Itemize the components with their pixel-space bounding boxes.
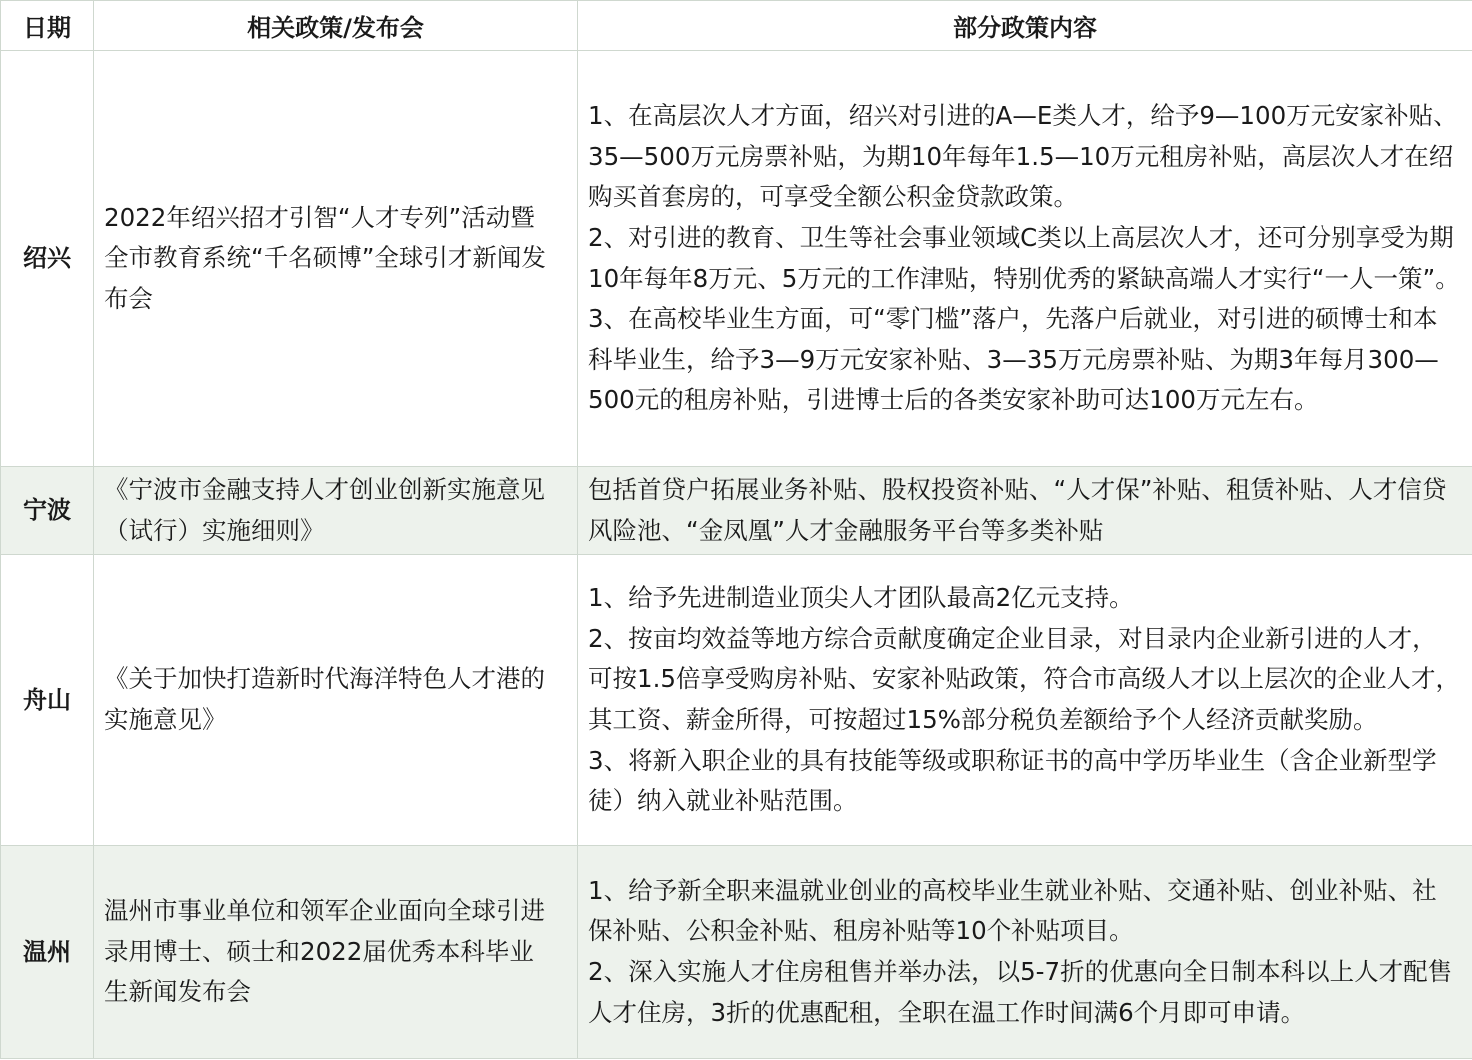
content-cell xyxy=(578,846,1472,1059)
table-row xyxy=(1,51,1472,467)
header-date: 日期 xyxy=(1,1,94,51)
content-cell xyxy=(578,467,1472,555)
city-cell: 温州 xyxy=(1,846,94,1059)
content-item: 1、给予先进制造业顶尖人才团队最高2亿元支持。 xyxy=(588,583,1134,613)
content-item: 2、对引进的教育、卫生等社会事业领域C类以上高层次人才，还可分别享受为期10年每年8万元、5万元的工作津贴，特别优秀的紧缺高端人才实行“一人一策”。 xyxy=(588,222,1460,293)
city-cell: 舟山 xyxy=(1,555,94,846)
content-item: 3、将新入职企业的具有技能等级或职称证书的高中学历毕业生（含企业新型学徒）纳入就业补贴范围。 xyxy=(588,745,1437,816)
city-cell: 绍兴 xyxy=(1,51,94,467)
policy-cell: 2022年绍兴招才引智“人才专列”活动暨全市教育系统“千名硕博”全球引才新闻发布会 xyxy=(94,51,578,467)
content-item: 1、在高层次人才方面，绍兴对引进的A—E类人才，给予9—100万元安家补贴、35—500万元房票补贴，为期10年每年1.5—10万元租房补贴，高层次人才在绍购买首套房的，可享受全额公积金贷款政策。 xyxy=(588,101,1458,212)
policy-cell: 《宁波市金融支持人才创业创新实施意见（试行）实施细则》 xyxy=(94,467,578,555)
content-cell xyxy=(578,555,1472,846)
table-row xyxy=(1,467,1472,555)
city-cell: 宁波 xyxy=(1,467,94,555)
header-policy: 相关政策/发布会 xyxy=(94,1,578,51)
policy-cell: 《关于加快打造新时代海洋特色人才港的实施意见》 xyxy=(94,555,578,846)
table-row xyxy=(1,846,1472,1059)
content-cell xyxy=(578,51,1472,467)
header-row xyxy=(1,1,1472,51)
header-content: 部分政策内容 xyxy=(578,1,1472,51)
content-item: 包括首贷户拓展业务补贴、股权投资补贴、“人才保”补贴、租赁补贴、人才信贷风险池、“金凤凰”人才金融服务平台等多类补贴 xyxy=(588,474,1447,545)
content-item: 2、深入实施人才住房租售并举办法，以5-7折的优惠向全日制本科以上人才配售人才住房，3折的优惠配租，全职在温工作时间满6个月即可申请。 xyxy=(588,957,1453,1027)
policy-cell: 温州市事业单位和领军企业面向全球引进录用博士、硕士和2022届优秀本科毕业生新闻发布会 xyxy=(94,846,578,1059)
table-row xyxy=(1,555,1472,846)
content-item: 3、在高校毕业生方面，可“零门槛”落户，先落户后就业，对引进的硕博士和本科毕业生，给予3—9万元安家补贴、3—35万元房票补贴、为期3年每月300—500元的租房补贴，引进博士后的各类安家补助可达100万元左右。 xyxy=(588,304,1439,415)
content-item: 1、给予新全职来温就业创业的高校毕业生就业补贴、交通补贴、创业补贴、社保补贴、公积金补贴、租房补贴等10个补贴项目。 xyxy=(588,875,1437,946)
content-item: 2、按亩均效益等地方综合贡献度确定企业目录，对目录内企业新引进的人才，可按1.5倍享受购房补贴、安家补贴政策，符合市高级人才以上层次的企业人才，其工资、薪金所得，可按超过15%部分税负差额给予个人经济贡献奖励。 xyxy=(588,623,1460,734)
